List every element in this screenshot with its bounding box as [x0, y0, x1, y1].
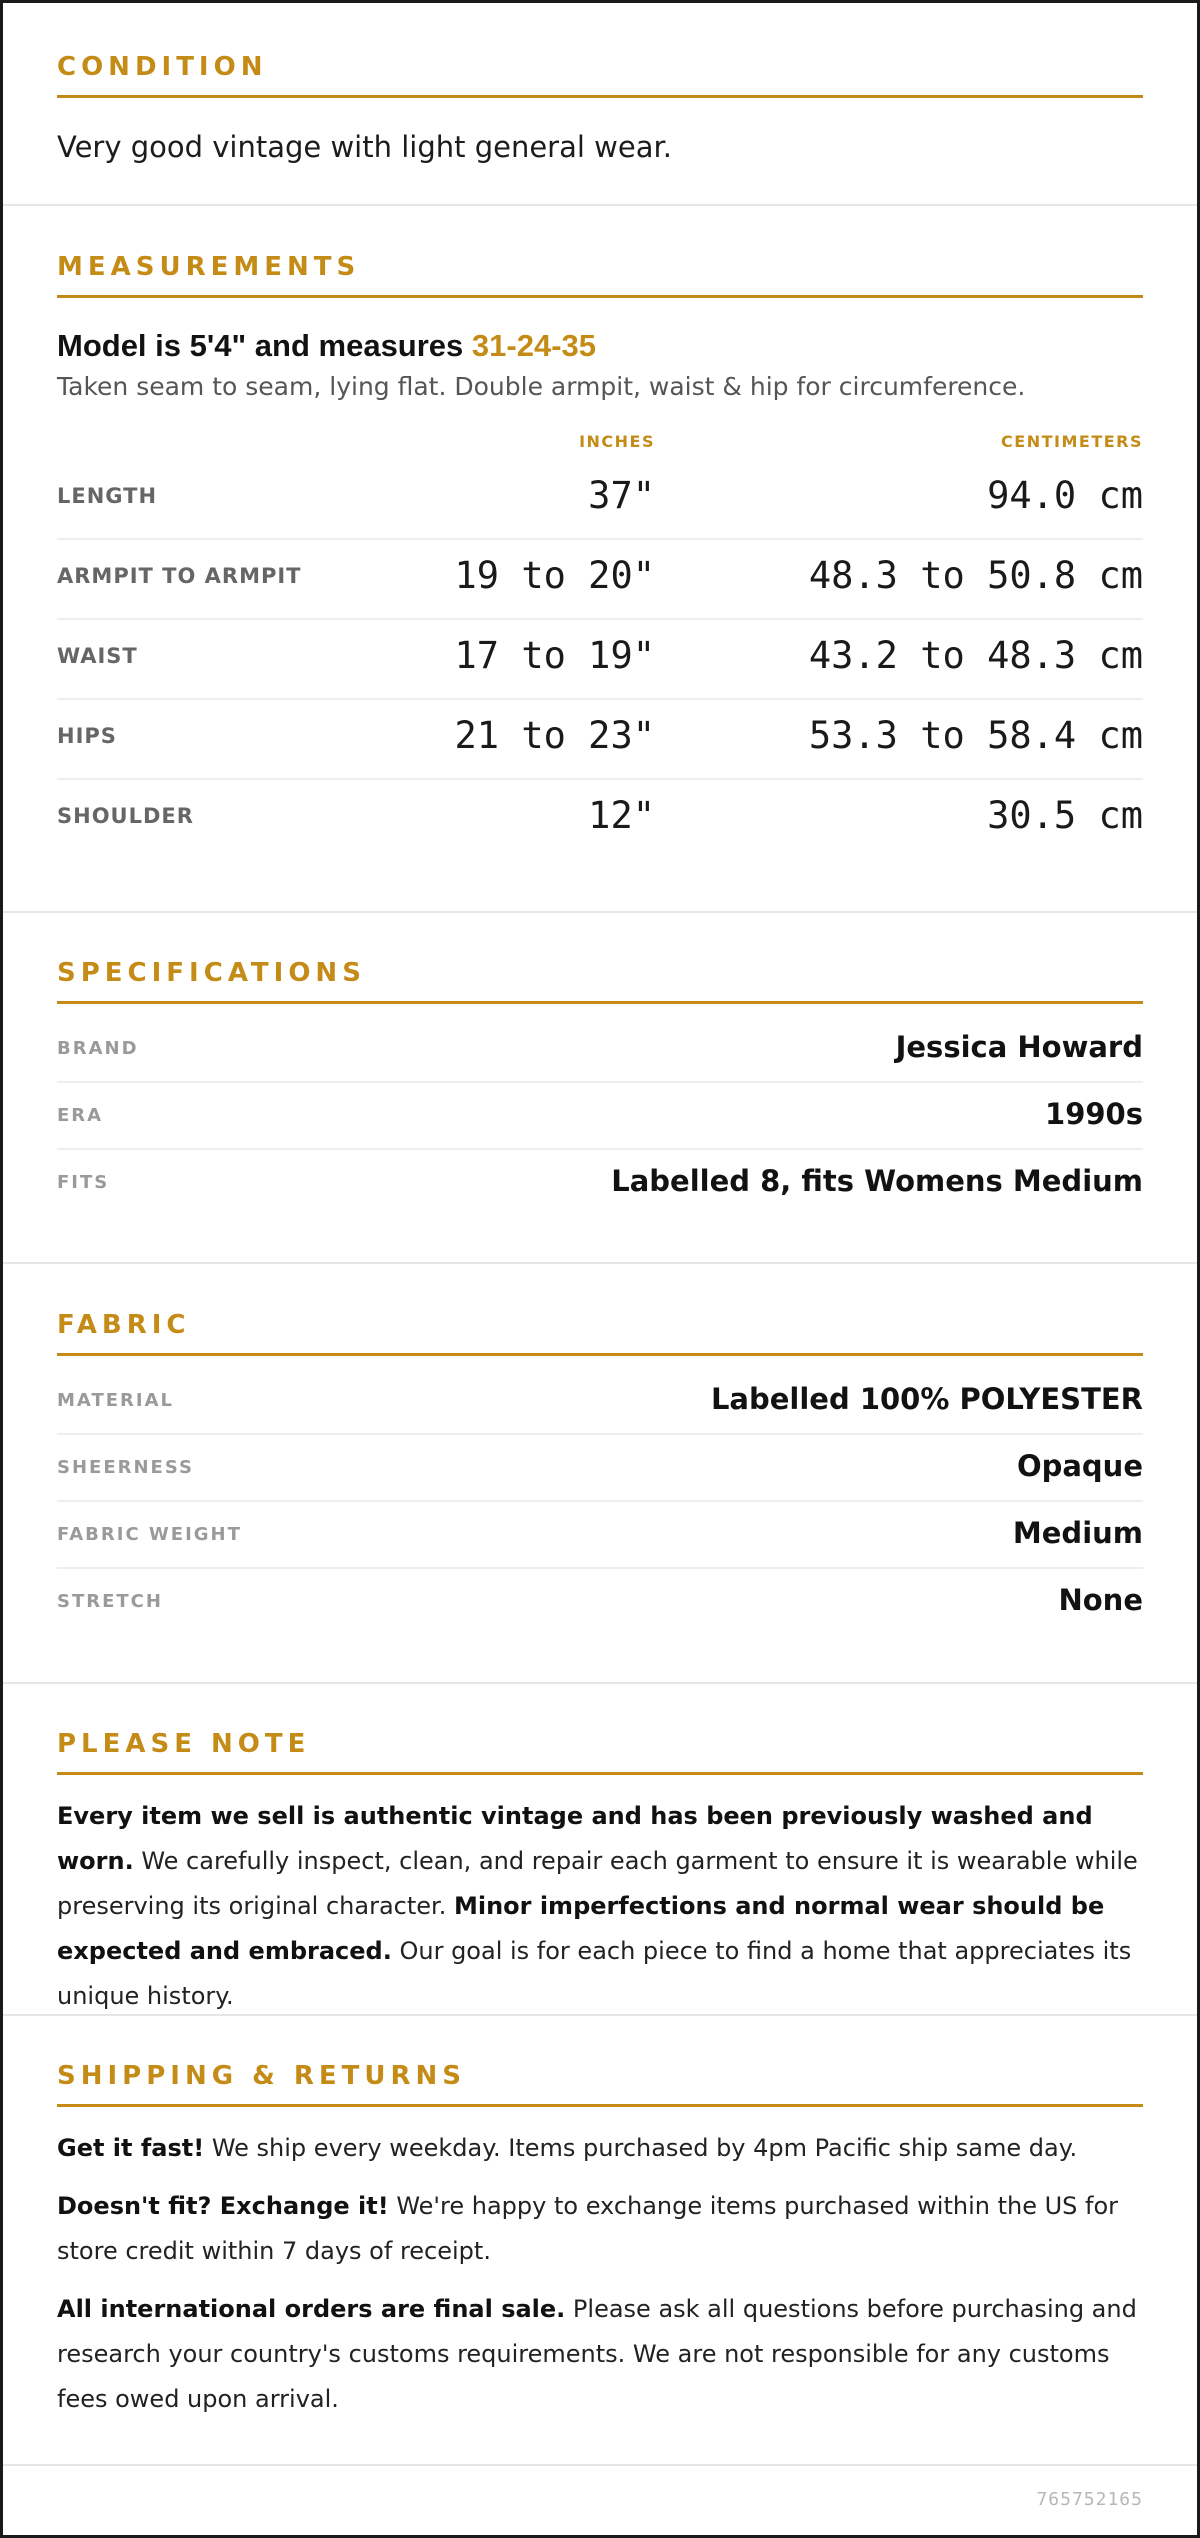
fabric-label: SHEERNESS: [57, 1457, 194, 1478]
measurement-label: WAIST: [57, 644, 138, 668]
column-header-inches: INCHES: [579, 432, 655, 451]
measurements-table: [57, 460, 1143, 858]
condition-text: Very good vintage with light general wear.: [57, 130, 672, 164]
measurement-cm: 30.5 cm: [987, 794, 1143, 837]
table-row: [57, 780, 1143, 858]
section-divider: [3, 204, 1197, 206]
measurement-label: HIPS: [57, 724, 117, 748]
fabric-list: [57, 1368, 1143, 1634]
reference-id: 765752165: [1036, 2489, 1143, 2510]
specifications-rule: [57, 1001, 1143, 1004]
table-row: [57, 460, 1143, 540]
model-prefix: Model is 5'4" and measures: [57, 328, 464, 363]
measurement-label: SHOULDER: [57, 804, 194, 828]
fabric-label: MATERIAL: [57, 1390, 174, 1411]
list-item: [57, 1150, 1143, 1215]
please-note-bold-2: Minor imperfections and normal wear should be expected and embraced.: [57, 1892, 1105, 1965]
exchange-bold: Doesn't fit? Exchange it!: [57, 2192, 389, 2220]
measurement-inches: 21 to 23": [454, 714, 655, 757]
fabric-value: Opaque: [1016, 1449, 1143, 1483]
please-note-title: PLEASE NOTE: [57, 1729, 311, 1759]
measurement-inches: 19 to 20": [454, 554, 655, 597]
please-note-text-2: Our goal is for each piece to find a home that appreciates its unique history.: [57, 1937, 1132, 2010]
spec-value: 1990s: [1045, 1097, 1143, 1131]
spec-value: Labelled 8, fits Womens Medium: [611, 1164, 1143, 1198]
list-item: [57, 1502, 1143, 1569]
shipping-bold: Get it fast!: [57, 2134, 205, 2162]
shipping-paragraph: [57, 2126, 1143, 2171]
international-text: Please ask all questions before purchasing and research your country's customs requirements. We are not responsible for any customs fees owed upon arrival.: [57, 2295, 1137, 2413]
list-item: [57, 1083, 1143, 1150]
condition-section: [3, 50, 1197, 167]
exchange-text: We're happy to exchange items purchased within the US for store credit within 7 days of receipt.: [57, 2192, 1119, 2265]
international-bold: All international orders are final sale.: [57, 2295, 566, 2323]
measurement-inches: 37": [588, 474, 655, 517]
condition-rule: [57, 95, 1143, 98]
spec-label: ERA: [57, 1105, 104, 1126]
fabric-rule: [57, 1353, 1143, 1356]
measurement-label: ARMPIT TO ARMPIT: [57, 564, 302, 588]
measurement-cm: 53.3 to 58.4 cm: [808, 714, 1143, 757]
section-divider: [3, 1682, 1197, 1684]
list-item: [57, 1435, 1143, 1502]
measurement-inches: 12": [588, 794, 655, 837]
fabric-value: Medium: [1012, 1516, 1143, 1550]
please-note-text: [57, 1794, 1143, 2019]
fabric-section: [3, 1308, 1197, 1634]
please-note-section: [3, 1727, 1197, 2019]
condition-title: CONDITION: [57, 52, 268, 82]
section-divider: [3, 911, 1197, 913]
fabric-label: FABRIC WEIGHT: [57, 1524, 242, 1545]
international-paragraph: [57, 2287, 1143, 2422]
table-row: [57, 540, 1143, 620]
model-measurements: [57, 326, 1143, 366]
shipping-title: SHIPPING & RETURNS: [57, 2061, 466, 2091]
list-item: [57, 1569, 1143, 1634]
spec-value: Jessica Howard: [895, 1030, 1143, 1064]
specifications-title: SPECIFICATIONS: [57, 958, 366, 988]
list-item: [57, 1368, 1143, 1435]
measurement-cm: 43.2 to 48.3 cm: [808, 634, 1143, 677]
fabric-value: Labelled 100% POLYESTER: [710, 1382, 1143, 1416]
spec-label: FITS: [57, 1172, 110, 1193]
measurements-rule: [57, 295, 1143, 298]
table-row: [57, 620, 1143, 700]
specifications-list: [57, 1016, 1143, 1215]
table-row: [57, 700, 1143, 780]
measurements-section: [3, 250, 1197, 858]
section-divider: [3, 2014, 1197, 2016]
measurement-label: LENGTH: [57, 484, 158, 508]
fabric-value: None: [1058, 1583, 1143, 1617]
measurement-cm: 94.0 cm: [987, 474, 1143, 517]
please-note-rule: [57, 1772, 1143, 1775]
please-note-text-1: We carefully inspect, clean, and repair each garment to ensure it is wearable while preserving its original character.: [57, 1847, 1138, 1920]
please-note-bold-1: Every item we sell is authentic vintage and has been previously washed and worn.: [57, 1802, 1093, 1875]
section-divider: [3, 1262, 1197, 1264]
column-header-centimeters: CENTIMETERS: [1001, 432, 1143, 451]
measurement-cm: 48.3 to 50.8 cm: [808, 554, 1143, 597]
measurements-column-headers: [57, 420, 1143, 460]
list-item: [57, 1016, 1143, 1083]
fabric-title: FABRIC: [57, 1310, 191, 1340]
spec-label: BRAND: [57, 1038, 139, 1059]
specifications-section: [3, 956, 1197, 1215]
shipping-rule: [57, 2104, 1143, 2107]
shipping-text: We ship every weekday. Items purchased by 4pm Pacific ship same day.: [204, 2134, 1078, 2162]
shipping-section: [3, 2059, 1197, 2422]
measurement-inches: 17 to 19": [454, 634, 655, 677]
exchange-paragraph: [57, 2184, 1143, 2274]
section-divider: [3, 2464, 1197, 2466]
measurements-subtitle: Taken seam to seam, lying flat. Double armpit, waist & hip for circumference.: [57, 372, 1026, 401]
model-measure-value: 31-24-35: [471, 328, 597, 363]
measurements-title: MEASUREMENTS: [57, 252, 361, 282]
fabric-label: STRETCH: [57, 1591, 163, 1612]
